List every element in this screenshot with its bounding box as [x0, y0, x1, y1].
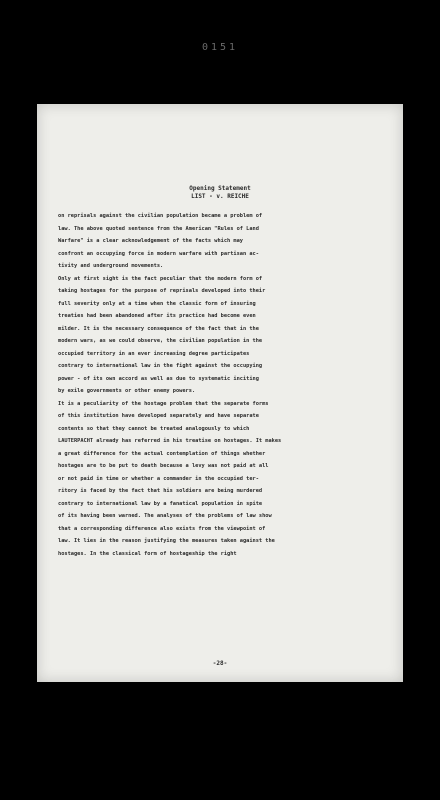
- text-line: power - of its own accord as well as due to systematic inciting: [58, 375, 259, 382]
- text-line: law. It lies in the reason justifying the measures taken against the: [58, 538, 275, 544]
- text-line: contrary to international law in the fight against the occupying: [58, 363, 263, 369]
- text-line: treaties had been abandoned after its practice had become even: [58, 313, 256, 319]
- text-line: contents so that they cannot be treated analogously to which: [58, 425, 250, 432]
- text-line: tivity and underground movements.: [58, 263, 164, 269]
- text-line: by exile governments or other enemy powers.: [58, 388, 196, 394]
- text-line: of this institution have developed separately and have separate: [58, 413, 259, 419]
- text-line: law. The above quoted sentence from the American "Rules of Land: [58, 225, 259, 232]
- header-title: Opening Statement: [189, 185, 251, 192]
- text-line: Only at first sight is the fact peculiar that the modern form of: [58, 275, 263, 282]
- text-line: occupied territory in an ever increasing degree participates: [58, 350, 250, 357]
- text-line: LAUTERPACHT already has referred in his treatise on hostages. It makes: [58, 438, 282, 444]
- text-line: or not paid in time or whether a commander in the occupied ter-: [58, 475, 259, 482]
- text-line: hostages are to be put to death because a levy was not paid at all: [58, 463, 269, 469]
- text-line: on reprisals against the civilian population became a problem of: [58, 213, 263, 219]
- body-text: [58, 210, 388, 560]
- text-line: modern wars, as we could observe, the civilian population in the: [58, 338, 263, 344]
- page-header: [37, 185, 403, 201]
- text-line: taking hostages for the purpose of reprisals developed into their: [58, 288, 266, 294]
- text-line: ritory is faced by the fact that his soldiers are being murdered: [58, 488, 263, 494]
- text-line: hostages. In the classical form of hostageship the right: [58, 550, 237, 557]
- text-line: contrary to international law by a fanatical population in spite: [58, 500, 263, 507]
- text-line: a great difference for the actual contemplation of things whether: [58, 450, 266, 457]
- text-line: It is a peculiarity of the hostage problem that the separate forms: [58, 400, 269, 407]
- header-case: LIST - v. REICHE: [191, 193, 249, 200]
- text-line: milder. It is the necessary consequence of the fact that in the: [58, 325, 259, 332]
- text-line: of its having been warned. The analyses of the problems of law show: [58, 513, 272, 519]
- text-line: that a corresponding difference also exists from the viewpoint of: [58, 525, 266, 532]
- document-page: [37, 104, 403, 682]
- text-line: confront an occupying force in modern warfare with partisan ac-: [58, 250, 259, 257]
- frame-number: 0151: [201, 42, 239, 53]
- text-line: Warfare" is a clear acknowledgement of the facts which may: [58, 238, 243, 244]
- text-line: full severity only at a time when the classic form of insuring: [58, 300, 256, 307]
- page-number: -28-: [212, 660, 228, 667]
